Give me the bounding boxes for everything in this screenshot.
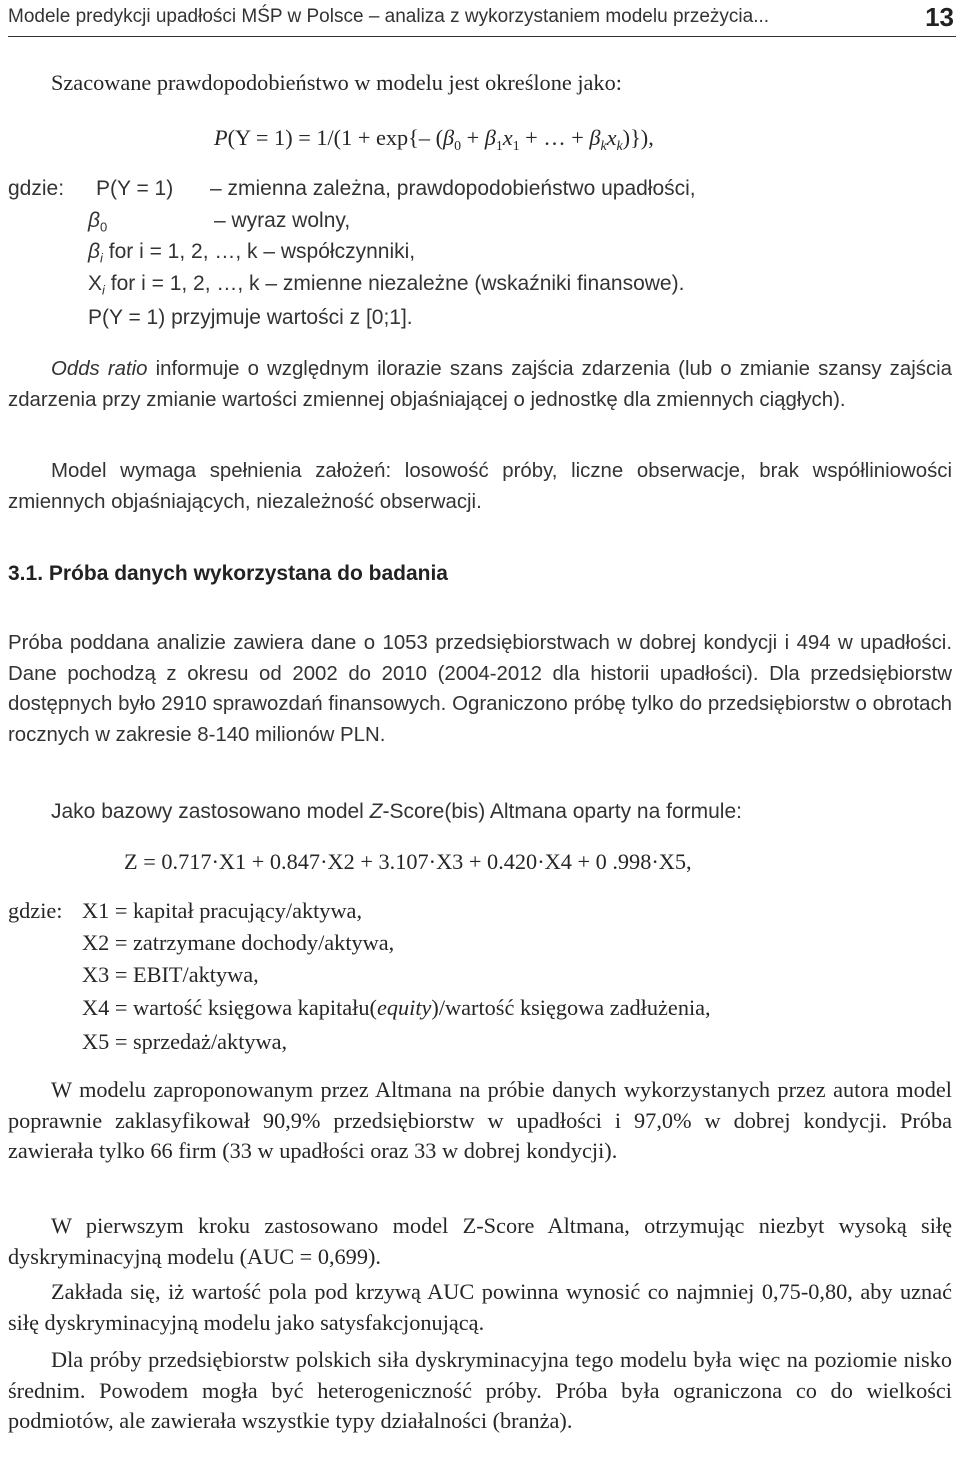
polish-sample-paragraph: Dla próby przedsiębiorstw polskich siła dyskryminacyjna tego modelu była więc na poziomie nisko średnim. Powodem mogła być heterogeniczność próby. Próba była ograniczona co do wielkości podmiotów, ale zawierała wszystkie typy działalności (branża). [8,1347,952,1434]
legend-x1: X1 = kapitał pracujący/aktywa, [82,898,363,923]
page-number: 13 [925,2,954,32]
legend-row-intercept-desc: – wyraz wolny, [214,209,351,232]
running-header [8,2,956,37]
legend-row-coefficients: $\beta_i$ for i = 1, 2, …, k – współczynniki, [88,240,416,266]
intro-line: Szacowane prawdopodobieństwo w modelu jest określone jako: [51,70,622,95]
sample-paragraph: Próba poddana analizie zawiera dane o 1053 przedsiębiorstwach w dobrej kondycji i 494 w upadłości. Dane pochodzą z okresu od 2002 do 2010 (2004-2012 dla historii upadłości). Dla przedsiębiorstw dostępnych było 2910 sprawozdań finansowych. Ograniczono próbę tylko do przedsiębiorstw o obrotach rocznych w zakresie 8-140 milionów PLN. [8,632,952,746]
legend-x4: X4 = wartość księgowa kapitału(equity)/wartość księgowa zadłużenia, [82,995,711,1020]
altman-intro: Jako bazowy zastosowano model Z-Score(bis) Altmana oparty na formule: [51,800,742,823]
legend-row-dependent: P(Y = 1) [96,177,174,200]
legend-row-range: P(Y = 1) przyjmuje wartości z [0;1]. [88,306,413,329]
altman-results-paragraph: W modelu zaproponowanym przez Altmana na próbie danych wykorzystanych przez autora model poprawnie zaklasyfikował 90,9% przedsiębiorstw w upadłości i 97,0% w dobrej kondycji. Próba zawierała tylko 66 firm (33 w upadłości oraz 33 w dobrej kondycji). [8,1077,952,1164]
first-step-paragraph: W pierwszym kroku zastosowano model Z-Score Altmana, otrzymując niezbyt wysoką siłę dyskryminacyjną modelu (AUC = 0,699). [8,1213,952,1269]
legend-x2: X2 = zatrzymane dochody/aktywa, [82,930,395,955]
zscore-formula: Z = 0.717·X1 + 0.847·X2 + 3.107·X3 + 0.420·X4 + 0 .998·X5, [124,849,692,874]
logit-formula: P(Y = 1) = 1/(1 + exp{– ($\beta_0 + \beta_1x_1$ + … + $\beta_kx_k$)}), [214,125,654,153]
running-title: Modele predykcji upadłości MŚP w Polsce – analiza z wykorzystaniem modelu przeżycia... [8,6,770,27]
section-heading: 3.1. Próba danych wykorzystana do badania [8,562,448,585]
odds-ratio-paragraph: Odds ratio informuje o względnym ilorazie szans zajścia zdarzenia (lub o zmianie szansy zajścia zdarzenia przy zmianie wartości zmiennej objaśniającej o jednostkę dla zmiennych ciągłych). [8,358,952,411]
model-requirements-paragraph: Model wymaga spełnienia założeń: losowość próby, liczne obserwacje, brak współliniowości zmiennych objaśniających, niezależność obserwacji. [8,460,952,513]
legend-gdzie-1: gdzie: [8,177,65,200]
legend-x3: X3 = EBIT/aktywa, [82,962,259,987]
legend-row-independent: $X_i$ for i = 1, 2, …, k – zmienne niezależne (wskaźniki finansowe). [88,272,685,298]
legend-row-intercept: $\beta_0$ [88,209,108,235]
legend-gdzie-2: gdzie: [8,898,63,923]
legend-row-dependent-desc: – zmienna zależna, prawdopodobieństwo upadłości, [210,177,696,200]
legend-x5: X5 = sprzedaż/aktywa, [82,1029,288,1054]
auc-threshold-paragraph: Zakłada się, iż wartość pola pod krzywą AUC powinna wynosić co najmniej 0,75-0,80, aby uznać siłę dyskryminacyjną modelu jako satysfakcjonującą. [8,1279,952,1335]
